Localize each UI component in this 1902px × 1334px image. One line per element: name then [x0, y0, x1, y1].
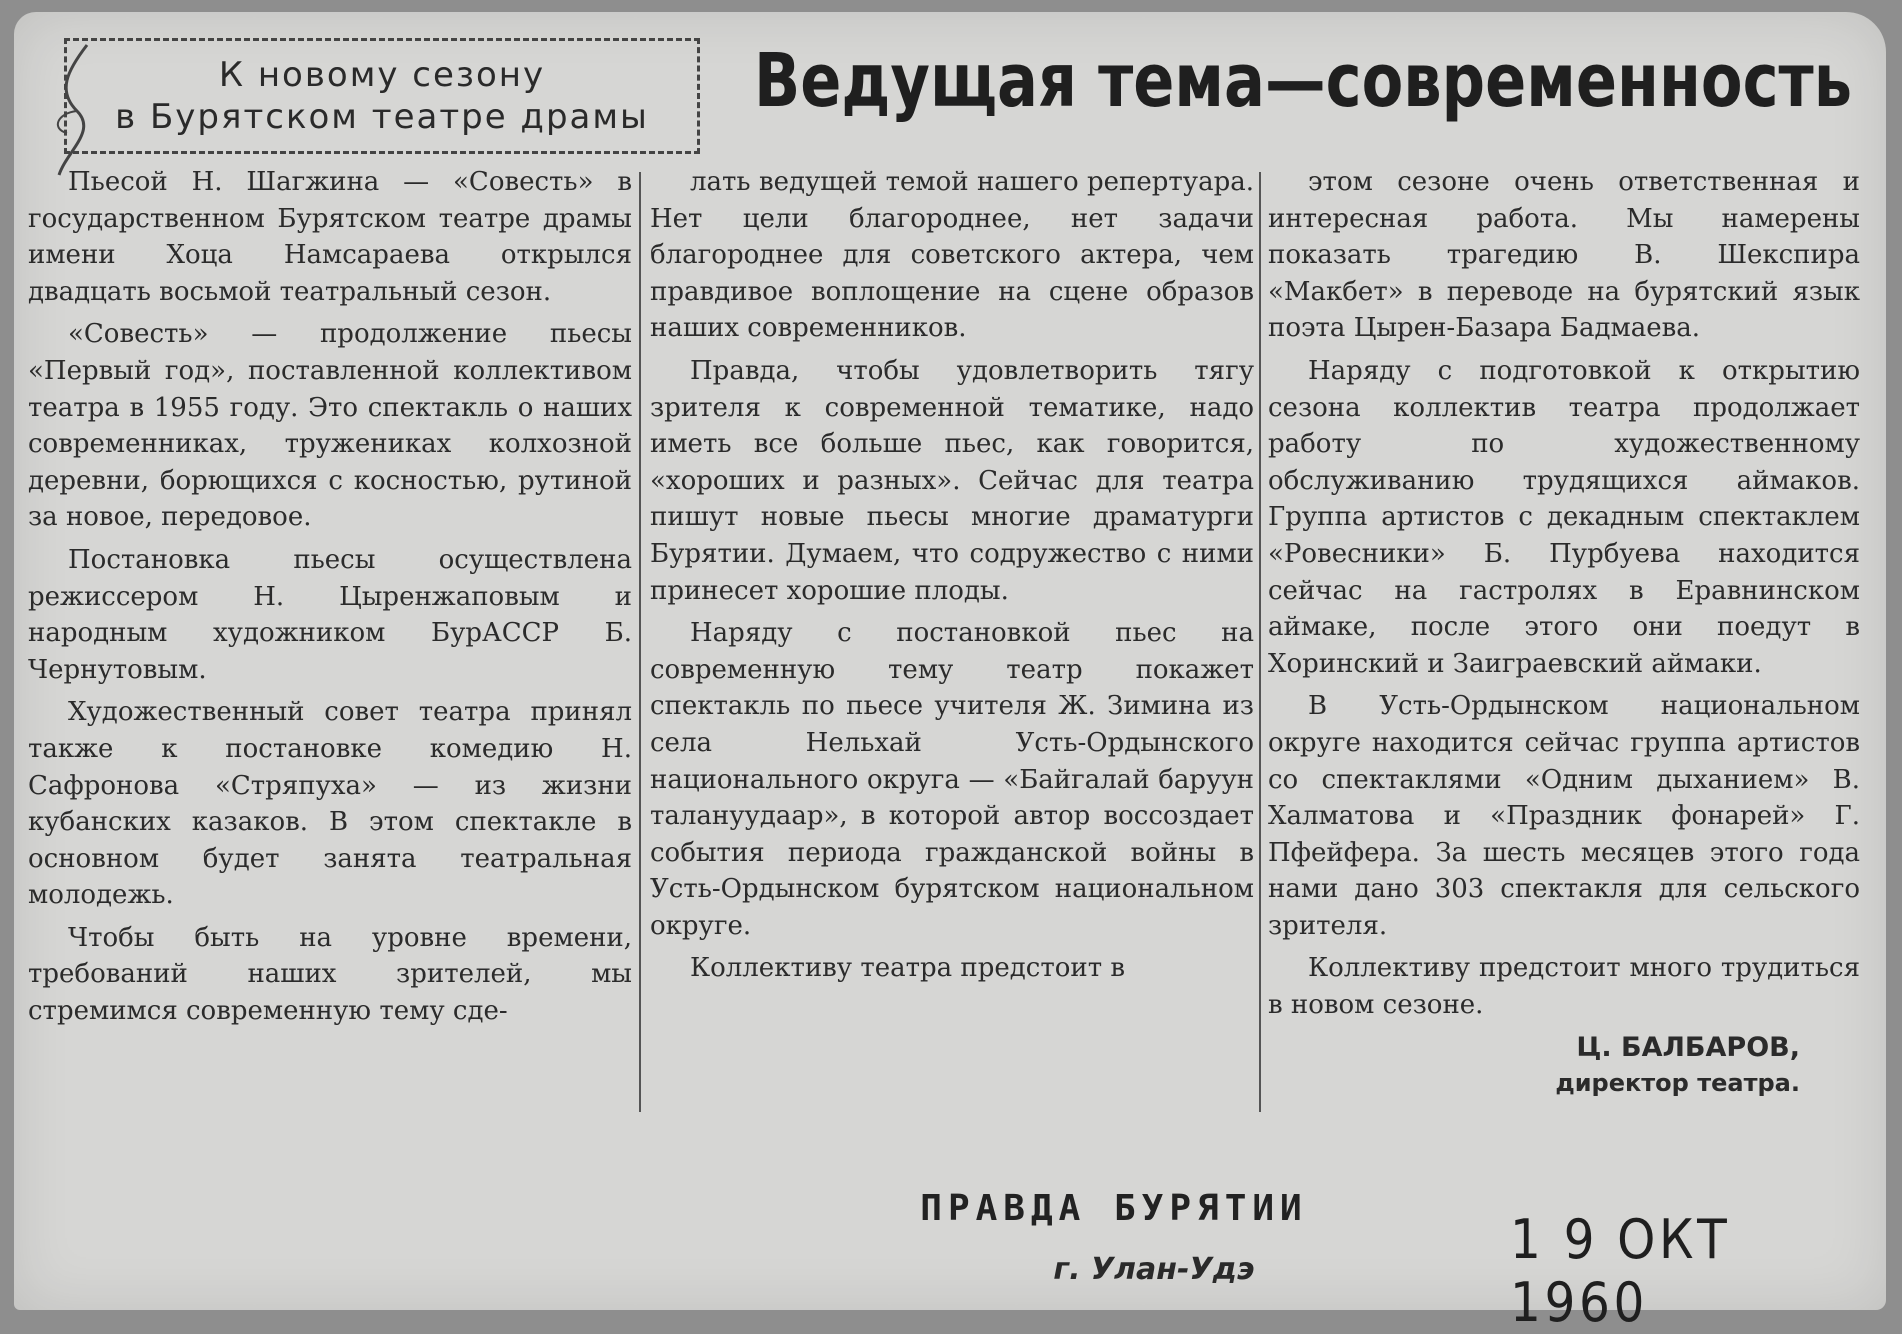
column-1 [28, 164, 632, 1036]
paragraph: В Усть-Ордынском национальном округе находится сейчас группа артистов со спектаклями «Одним дыханием» В. Халматова и «Праздник фонарей» Г. Пфейфера. За шесть месяцев этого года нами дано 303 спектакля для сельского зрителя. [1268, 691, 1860, 941]
decorative-swirl-icon [47, 41, 117, 181]
paragraph: Коллективу театра предстоит в [690, 953, 1126, 984]
paragraph: лать ведущей темой нашего репертуара. Нет цели благороднее, нет задачи благороднее для советского актера, чем правдивое воплощение на сцене образов наших современников. [650, 167, 1254, 344]
paragraph: Художественный совет театра принял также к постановке комедию Н. Сафронова «Стряпуха» — из жизни кубанских казаков. В этом спектакле в основном будет занята театральная молодежь. [28, 697, 632, 911]
column-divider [639, 172, 641, 1112]
signature-name: Ц. БАЛБАРОВ, [1576, 1031, 1800, 1063]
paragraph: Чтобы быть на уровне времени, требований наших зрителей, мы стремимся современную тему сде- [28, 922, 632, 1027]
signature-block [1268, 1030, 1860, 1100]
kicker-line-2: в Бурятском театре драмы [115, 97, 649, 137]
column-2 [650, 164, 1254, 993]
paragraph: Правда, чтобы удовлетворить тягу зрителя к современной тематике, надо иметь все больше пьес, как говорится, «хороших и разных». Сейчас для театра пишут новые пьесы многие драматурги Бурятии. Думаем, что содружество с ними принесет хорошие плоды. [650, 355, 1254, 606]
newspaper-clipping [14, 12, 1886, 1334]
paragraph: Постановка пьесы осуществлена режиссером Н. Цыренжаповым и народным художником БурАССР Б. Чернутовым. [28, 544, 632, 685]
paragraph: Коллективу предстоит много трудиться в новом сезоне. [1268, 953, 1860, 1021]
date-stamp: 1 9 ОКТ 1960 [1510, 1208, 1731, 1334]
newspaper-name-stamp: ПРАВДА БУРЯТИИ [920, 1188, 1308, 1229]
paragraph: Наряду с постановкой пьес на современную тему театр покажет спектакль по пьесе учителя Ж. Зимина из села Нельхай Усть-Ордынского национального округа — «Байгалай баруун талануудаар», в которой автор воссоздает события периода гражданской войны в Усть-Ордынском бурятском национальном округе. [650, 618, 1254, 941]
paragraph: Пьесой Н. Шагжина — «Совесть» в государственном Бурятском театре драмы имени Хоца Намсараева открылся двадцать восьмой театральный сезон. [28, 167, 632, 307]
signature-title: директор театра. [1555, 1068, 1800, 1097]
headline: Ведущая тема—современность [754, 38, 1853, 124]
paragraph: этом сезоне очень ответственная и интересная работа. Мы намерены показать трагедию В. Шекспира «Макбет» в переводе на бурятский язык поэта Цырен-Базара Бадмаева. [1268, 167, 1860, 344]
kicker-line-1: К новому сезону [218, 55, 546, 95]
paragraph: Наряду с подготовкой к открытию сезона коллектив театра продолжает работу по художественному обслуживанию трудящихся аймаков. Группа артистов с декадным спектаклем «Ровесники» Б. Пурбуева находится сейчас на гастролях в Еравнинском аймаке, после этого они поедут в Хоринский и Заиграевский аймаки. [1268, 355, 1860, 679]
kicker-box [64, 38, 700, 154]
city-stamp: г. Улан-Удэ [1053, 1252, 1255, 1287]
column-3 [1268, 164, 1860, 1100]
paragraph: «Совесть» — продолжение пьесы «Первый год», поставленной коллективом театра в 1955 году. Это спектакль о наших современниках, тружениках колхозной деревни, борющихся с косностью, рутиной за новое, передовое. [28, 319, 632, 533]
column-divider [1259, 172, 1261, 1112]
